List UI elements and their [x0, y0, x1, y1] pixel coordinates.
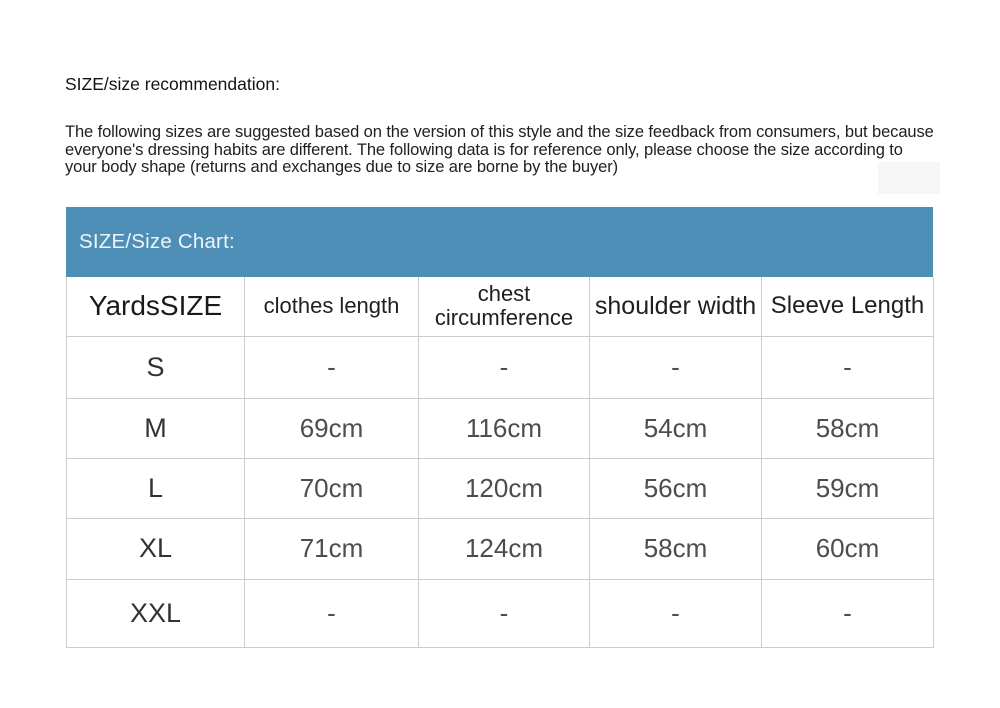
size-chart-table — [66, 277, 934, 648]
clothes-length-cell: - — [245, 336, 419, 398]
clothes-length-cell: - — [245, 579, 419, 647]
chest-circumference-cell: 124cm — [419, 518, 590, 579]
shoulder-width-cell: 56cm — [590, 458, 762, 518]
table-row-size-xxl — [67, 579, 934, 647]
sleeve-length-cell: 60cm — [762, 518, 934, 579]
chest-circumference-cell: - — [419, 579, 590, 647]
size-label-cell: M — [67, 398, 245, 458]
size-label-cell: S — [67, 336, 245, 398]
column-header-shoulder-width — [590, 277, 762, 336]
table-row-size-l — [67, 458, 934, 518]
column-header-sleeve-length: Sleeve Length — [762, 277, 934, 336]
size-chart-banner-title: SIZE/Size Chart: — [79, 230, 235, 253]
column-header-clothes-length: clothes length — [245, 277, 419, 336]
sleeve-length-cell: 59cm — [762, 458, 934, 518]
table-row-size-m — [67, 398, 934, 458]
clothes-length-cell: 70cm — [245, 458, 419, 518]
shoulder-width-cell: - — [590, 579, 762, 647]
shoulder-width-cell: 54cm — [590, 398, 762, 458]
chest-circumference-cell: 120cm — [419, 458, 590, 518]
size-chart-banner — [66, 207, 933, 277]
clothes-length-cell: 71cm — [245, 518, 419, 579]
column-header-chest-circumference: chest circumference — [419, 277, 590, 336]
table-row-size-xl — [67, 518, 934, 579]
background-smudge — [878, 162, 940, 194]
chest-circumference-cell: - — [419, 336, 590, 398]
sleeve-length-cell: - — [762, 579, 934, 647]
sleeve-length-cell: - — [762, 336, 934, 398]
size-label-cell: XXL — [67, 579, 245, 647]
column-header-yards-size: YardsSIZE — [67, 277, 245, 336]
size-recommendation-note: The following sizes are suggested based on the version of this style and the size feedback from consumers, but because everyone's dressing habits are different. The following data is for reference only, please choose the size according to your body shape (returns and exchanges due to size are borne by the buyer) — [65, 123, 934, 176]
size-recommendation-heading: SIZE/size recommendation: — [65, 74, 280, 94]
column-header-shoulder-width-label: shoulder width — [594, 291, 757, 320]
size-label-cell: L — [67, 458, 245, 518]
chest-circumference-cell: 116cm — [419, 398, 590, 458]
shoulder-width-cell: - — [590, 336, 762, 398]
clothes-length-cell: 69cm — [245, 398, 419, 458]
shoulder-width-cell: 58cm — [590, 518, 762, 579]
table-row-size-s — [67, 336, 934, 398]
sleeve-length-cell: 58cm — [762, 398, 934, 458]
size-label-cell: XL — [67, 518, 245, 579]
size-chart-header-row — [67, 277, 934, 336]
